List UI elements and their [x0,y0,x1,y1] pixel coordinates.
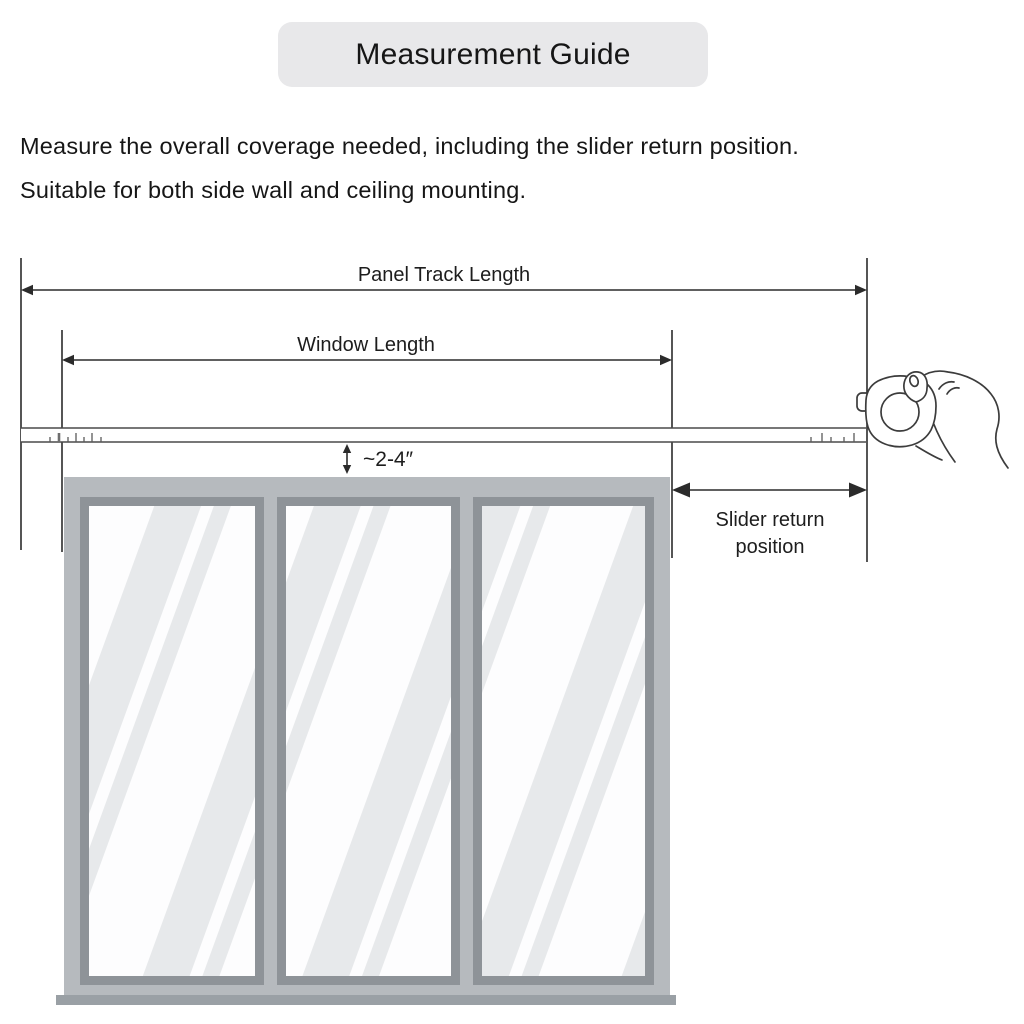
door-panel-3-glass [482,506,645,976]
arrow-head-up-icon [343,444,351,453]
mount-gap-label: ~2-4″ [363,448,414,471]
arrow-head-down-icon [343,465,351,474]
arrow-head-left-icon [62,355,74,365]
arrow-head-left-icon [21,285,33,295]
hand-with-tape-measure [857,371,1008,468]
window-length-dimension [62,334,672,365]
arrow-head-right-icon [855,285,867,295]
mount-gap-dimension [343,444,414,474]
tape-ruler [21,428,866,442]
panel-track-dimension [21,264,867,295]
instruction-line-1: Measure the overall coverage needed, including the slider return position. [20,133,800,159]
sliding-door-window [56,477,676,1005]
window-sill [56,995,676,1005]
window-length-label: Window Length [297,334,435,356]
slider-return-dimension [672,483,867,559]
panel-track-length-label: Panel Track Length [357,264,531,286]
slider-return-label-line1: Slider return [715,509,825,531]
arrow-head-right-icon [660,355,672,365]
arrow-head-right-icon [849,483,867,498]
slider-return-label-line2: position [735,536,805,558]
instruction-line-2: Suitable for both side wall and ceiling mounting. [20,177,527,203]
tape-ruler-band [21,428,866,442]
door-panel-2-glass [286,506,451,976]
page-title: Measurement Guide [355,37,631,71]
arrow-head-left-icon [672,483,690,498]
door-panel-1-glass [89,506,255,976]
